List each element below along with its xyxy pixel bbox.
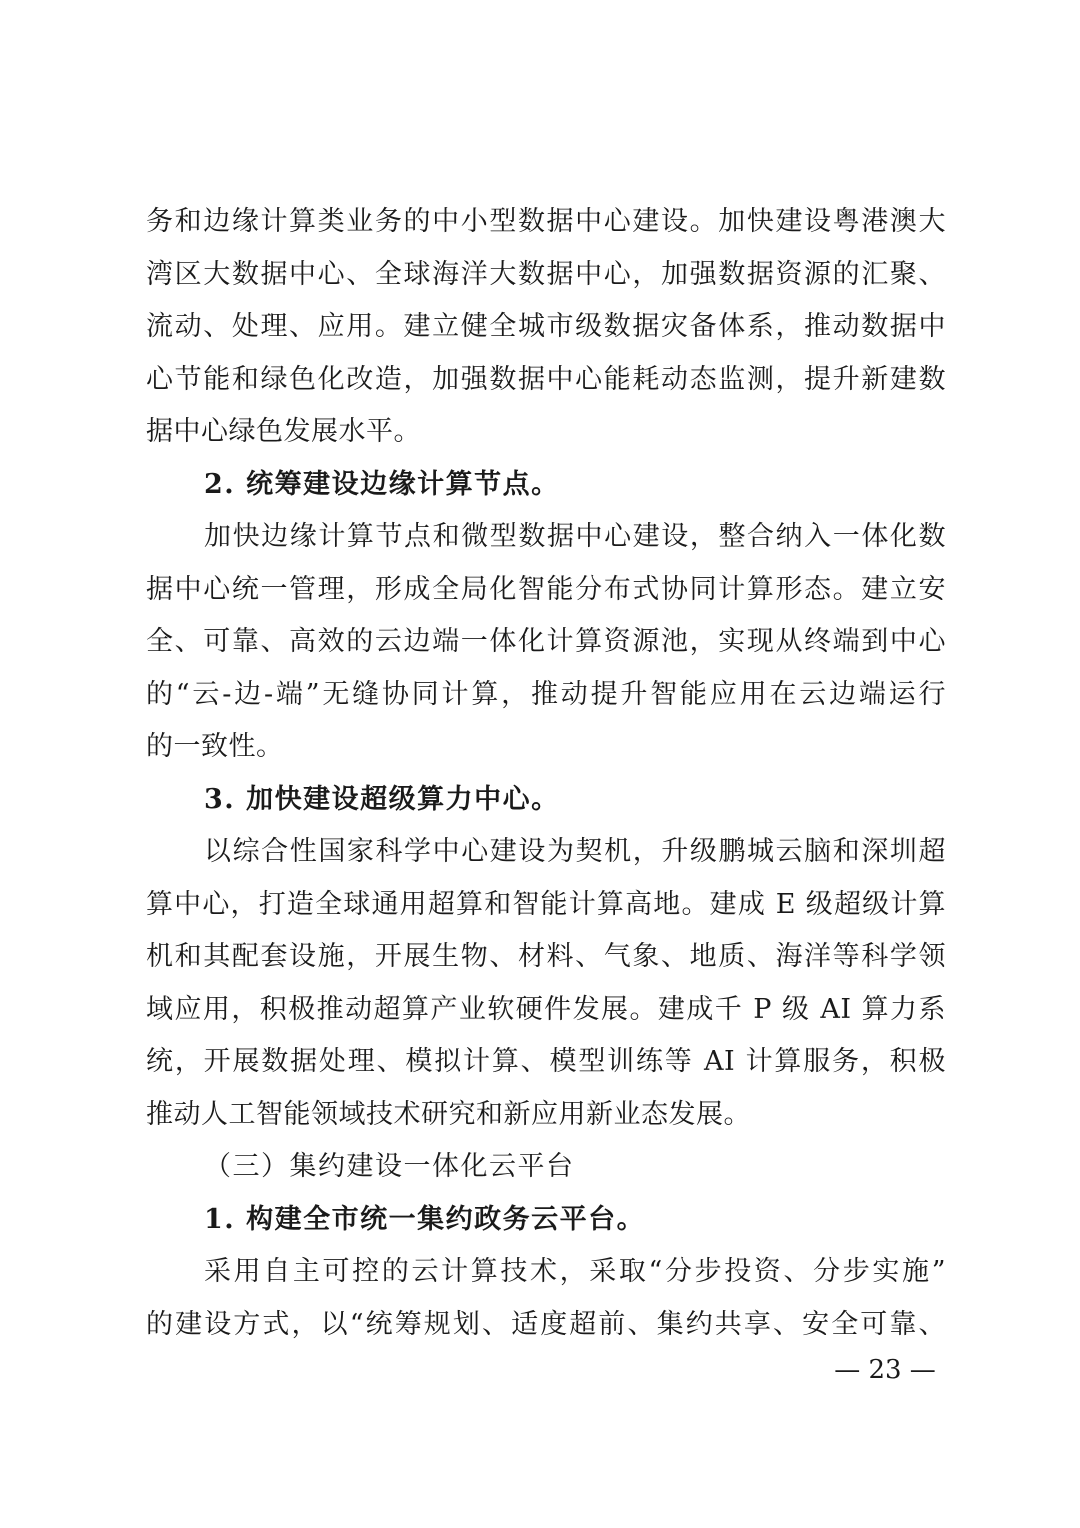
body-line: 的建设方式，以“统筹规划、适度超前、集约共享、安全可靠、 [146,1308,946,1340]
body-line: 的一致性。 [146,731,284,762]
body-line: 加快边缘计算节点和微型数据中心建设，整合纳入一体化数 [204,521,946,552]
section-heading-edge-computing: 2. 统筹建设边缘计算节点。 [204,468,560,500]
body-line: 全、可靠、高效的云边端一体化计算资源池，实现从终端到中心 [146,626,946,657]
body-line: 据中心统一管理，形成全局化智能分布式协同计算形态。建立安 [146,573,946,605]
body-line: 算中心，打造全球通用超算和智能计算高地。建成 E 级超级计算 [146,888,946,920]
chapter-heading-cloud-platform: （三）集约建设一体化云平台 [204,1151,575,1182]
body-line: 的“云-边-端”无缝协同计算，推动提升智能应用在云边端运行 [146,678,946,710]
body-line: 据中心绿色发展水平。 [146,416,421,447]
body-line: 以综合性国家科学中心建设为契机，升级鹏城云脑和深圳超 [204,836,946,867]
section-heading-supercomputing: 3. 加快建设超级算力中心。 [204,783,560,815]
body-line: 推动人工智能领域技术研究和新应用新业态发展。 [146,1098,751,1130]
page-number: — 23 — [834,1355,936,1385]
body-line: 湾区大数据中心、全球海洋大数据中心，加强数据资源的汇聚、 [146,258,946,290]
body-line: 心节能和绿色化改造，加强数据中心能耗动态监测，提升新建数 [146,363,946,395]
body-line: 域应用，积极推动超算产业软硬件发展。建成千 P 级 AI 算力系 [146,993,946,1025]
section-heading-gov-cloud: 1. 构建全市统一集约政务云平台。 [204,1203,646,1235]
body-line: 务和边缘计算类业务的中小型数据中心建设。加快建设粤港澳大 [146,206,946,237]
body-line: 机和其配套设施，开展生物、材料、气象、地质、海洋等科学领 [146,941,946,972]
document-body [146,196,946,1351]
body-line: 采用自主可控的云计算技术，采取“分步投资、分步实施” [204,1256,946,1287]
body-line: 统，开展数据处理、模拟计算、模型训练等 AI 计算服务，积极 [146,1046,946,1077]
body-line: 流动、处理、应用。建立健全城市级数据灾备体系，推动数据中 [146,311,946,342]
